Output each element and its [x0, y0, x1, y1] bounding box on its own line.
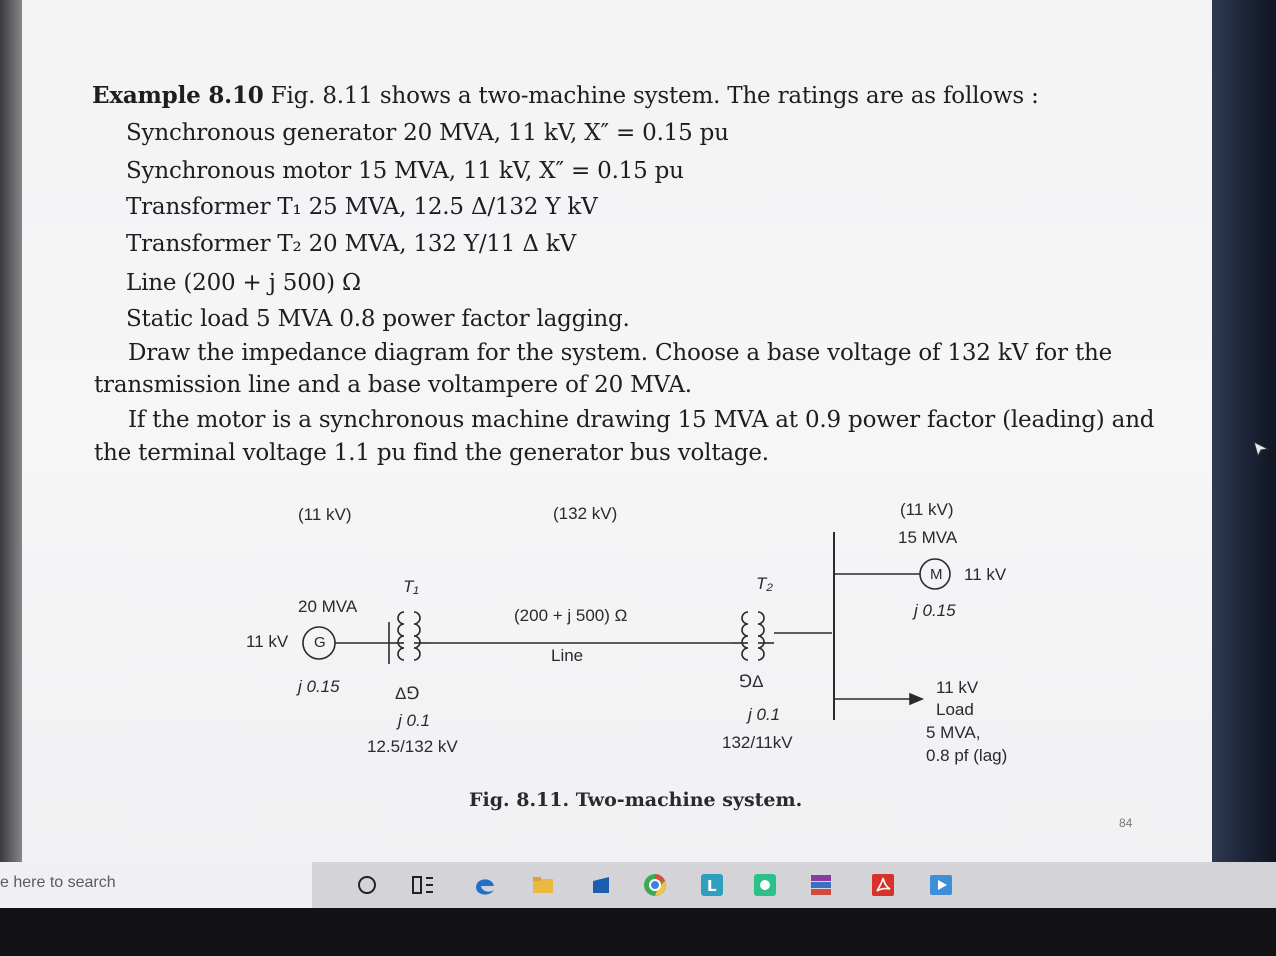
gen-g-label: G	[314, 634, 326, 651]
app-green-icon[interactable]	[752, 872, 778, 898]
t1-ratio: 12.5/132 kV	[367, 737, 458, 756]
taskbar	[0, 862, 1276, 908]
chrome-icon[interactable]	[642, 872, 668, 898]
gen-kv-label: 11 kV	[246, 632, 289, 651]
motor-reactance: j 0.15	[914, 601, 956, 620]
transformer-t1-symbol	[389, 612, 430, 664]
edge-icon[interactable]	[472, 872, 498, 898]
t2-ratio: 132/11kV	[722, 733, 793, 752]
transformer-t2-symbol	[732, 612, 774, 660]
app-l-icon[interactable]	[699, 872, 725, 898]
load-arrow-icon	[910, 694, 922, 704]
t2-connection: ⅁Δ	[739, 672, 764, 691]
paragraph-2-line-2: transmission line and a base voltampere of 20 MVA.	[94, 372, 692, 398]
paragraph-3-line-1: If the motor is a synchronous machine drawing 15 MVA at 0.9 power factor (leading) and	[128, 407, 1155, 433]
load-kv-label: 11 kV	[936, 678, 979, 697]
motor-m-label: M	[930, 566, 943, 583]
t2-reactance: j 0.1	[748, 705, 781, 724]
caption-text: Fig. 8.11. Two-machine system.	[469, 789, 803, 811]
monitor-bezel-bottom	[0, 908, 1276, 956]
taskbar-search-box[interactable]	[0, 862, 312, 908]
search-placeholder: e here to search	[0, 874, 116, 891]
gen-mva-label: 20 MVA	[298, 597, 358, 616]
line-label: Line	[551, 646, 584, 665]
acrobat-icon[interactable]	[870, 872, 896, 898]
rating-motor: Synchronous motor 15 MVA, 11 kV, X″ = 0.15 pu	[126, 158, 684, 184]
example-label: Example 8.10	[92, 82, 264, 109]
paragraph-2-line-1: Draw the impedance diagram for the system. Choose a base voltage of 132 kV for the	[128, 340, 1113, 366]
motor-mva-label: 15 MVA	[898, 528, 958, 547]
rating-line: Line (200 + j 500) Ω	[126, 270, 361, 296]
t1-label: T₁	[403, 577, 419, 596]
t1-reactance: j 0.1	[398, 711, 431, 730]
t2-label: T₂	[756, 574, 773, 593]
cortana-circle-icon[interactable]	[354, 872, 380, 898]
svg-text:L: L	[707, 877, 717, 895]
textbook-page	[22, 0, 1212, 862]
media-player-icon[interactable]	[928, 872, 954, 898]
rating-transformer-t1: Transformer T₁ 25 MVA, 12.5 Δ/132 Y kV	[126, 194, 598, 220]
rating-generator: Synchronous generator 20 MVA, 11 kV, X″ = 0.15 pu	[126, 120, 729, 146]
load-label: Load	[936, 700, 974, 719]
winrar-icon[interactable]	[808, 872, 834, 898]
store-icon[interactable]	[588, 872, 614, 898]
t1-connection: Δ⅁	[395, 684, 420, 703]
gen-zone-voltage: (11 kV)	[298, 505, 352, 524]
rating-static-load: Static load 5 MVA 0.8 power factor lagging.	[126, 306, 630, 332]
file-explorer-icon[interactable]	[530, 872, 556, 898]
gen-reactance: j 0.15	[298, 677, 340, 696]
load-pf-label: 0.8 pf (lag)	[926, 746, 1008, 765]
line-impedance: (200 + j 500) Ω	[514, 606, 628, 625]
paragraph-3-line-2: the terminal voltage 1.1 pu find the generator bus voltage.	[94, 440, 769, 466]
figure-caption	[469, 789, 802, 812]
motor-kv-label: 11 kV	[964, 565, 1007, 584]
task-view-icon[interactable]	[410, 872, 436, 898]
rating-transformer-t2: Transformer T₂ 20 MVA, 132 Y/11 Δ kV	[126, 231, 577, 257]
monitor-bezel-left	[0, 0, 22, 870]
cursor-arrow-icon	[1252, 440, 1270, 458]
line-zone-voltage: (132 kV)	[553, 504, 618, 523]
single-line-diagram	[22, 0, 1212, 862]
page-number: 84	[1119, 816, 1133, 830]
heading-text: Fig. 8.11 shows a two-machine system. The ratings are as follows :	[270, 83, 1039, 109]
monitor-bezel-right	[1212, 0, 1276, 870]
motor-zone-voltage: (11 kV)	[900, 500, 954, 519]
load-mva-label: 5 MVA,	[926, 723, 981, 742]
